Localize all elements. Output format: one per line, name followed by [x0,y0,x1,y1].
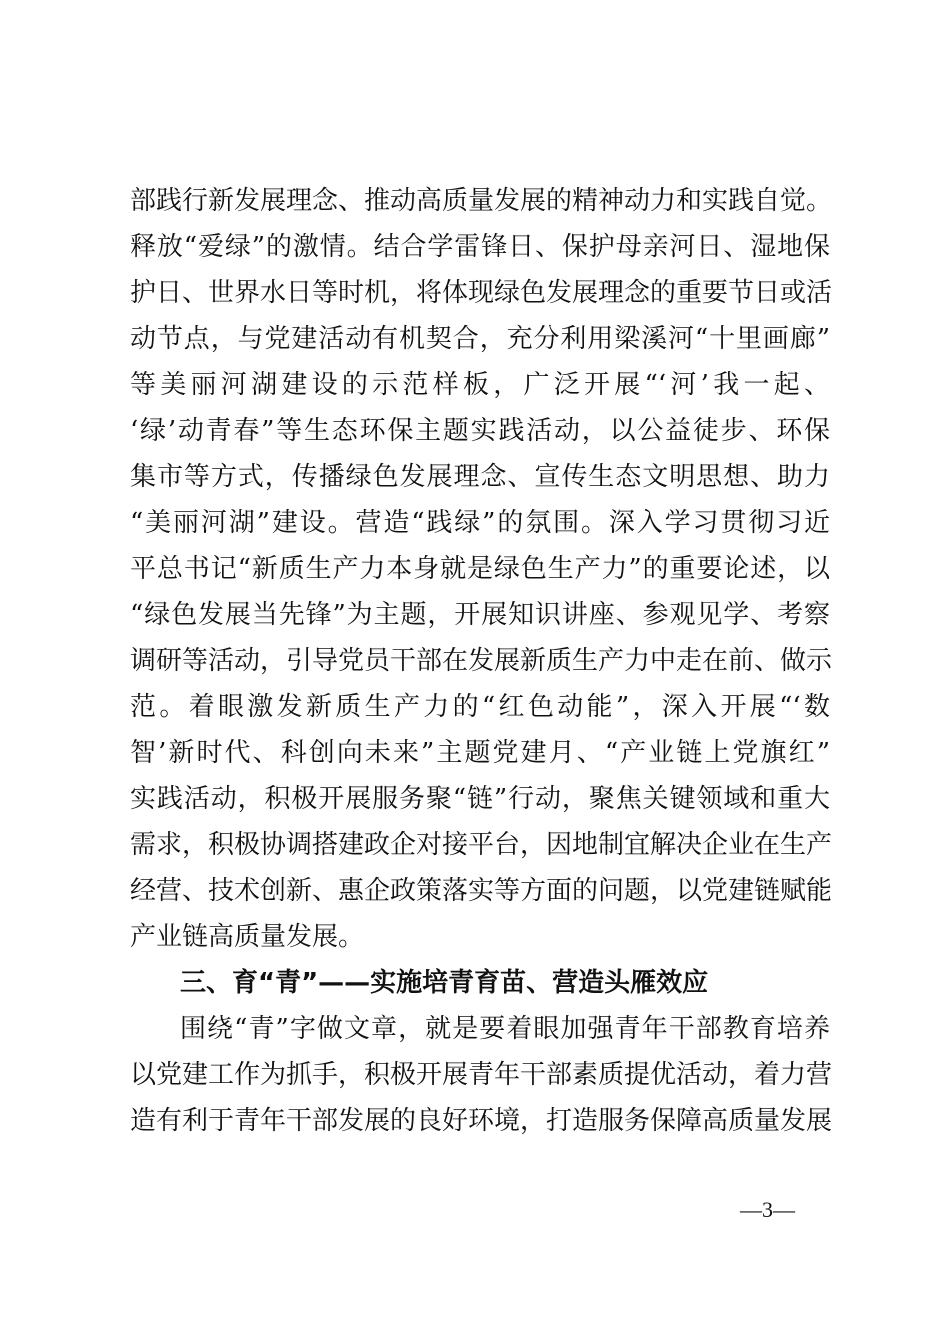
body-line: 部践行新发展理念、推动高质量发展的精神动力和实践自觉。 [130,186,833,216]
body-line: 以党建工作为抓手，积极开展青年干部素质提优活动，着力营 [130,1060,833,1090]
body-line: “绿色发展当先锋”为主题，开展知识讲座、参观见学、考察 [130,600,830,630]
body-line: 等美丽河湖建设的示范样板，广泛开展“‘河’我一起、 [130,370,830,400]
body-line: 释放“爱绿”的激情。结合学雷锋日、保护母亲河日、湿地保 [130,232,830,262]
body-line: 范。着眼激发新质生产力的“红色动能”，深入开展“‘数 [130,692,830,722]
body-line: 智’新时代、科创向未来”主题党建月、“产业链上党旗红” [130,738,830,768]
body-line: 实践活动，积极开展服务聚“链”行动，聚焦关键领域和重大 [130,784,830,814]
body-line: 需求，积极协调搭建政企对接平台，因地制宜解决企业在生产 [130,830,833,860]
body-line: 平总书记“新质生产力本身就是绿色生产力”的重要论述，以 [130,554,830,584]
body-line: ‘绿’动青春”等生态环保主题实践活动，以公益徒步、环保 [130,416,830,446]
body-line-last: 产业链高质量发展。 [130,922,365,952]
page-number: —3— [740,1197,795,1222]
body-line: 经营、技术创新、惠企政策落实等方面的问题，以党建链赋能 [130,876,833,906]
section-heading: 三、育“青”——实施培青育苗、营造头雁效应 [180,968,709,998]
body-line: 调研等活动，引导党员干部在发展新质生产力中走在前、做示 [130,646,833,676]
body-line: 造有利于青年干部发展的良好环境，打造服务保障高质量发展 [130,1106,833,1136]
body-line: 集市等方式，传播绿色发展理念、宣传生态文明思想、助力 [130,462,830,492]
body-line: “美丽河湖”建设。营造“践绿”的氛围。深入学习贯彻习近 [130,508,830,538]
body-line: 动节点，与党建活动有机契合，充分利用梁溪河“十里画廊” [130,324,830,354]
body-line: 护日、世界水日等时机，将体现绿色发展理念的重要节日或活 [130,278,833,308]
paragraph-first-line: 围绕“青”字做文章，就是要着眼加强青年干部教育培养 [180,1014,830,1044]
